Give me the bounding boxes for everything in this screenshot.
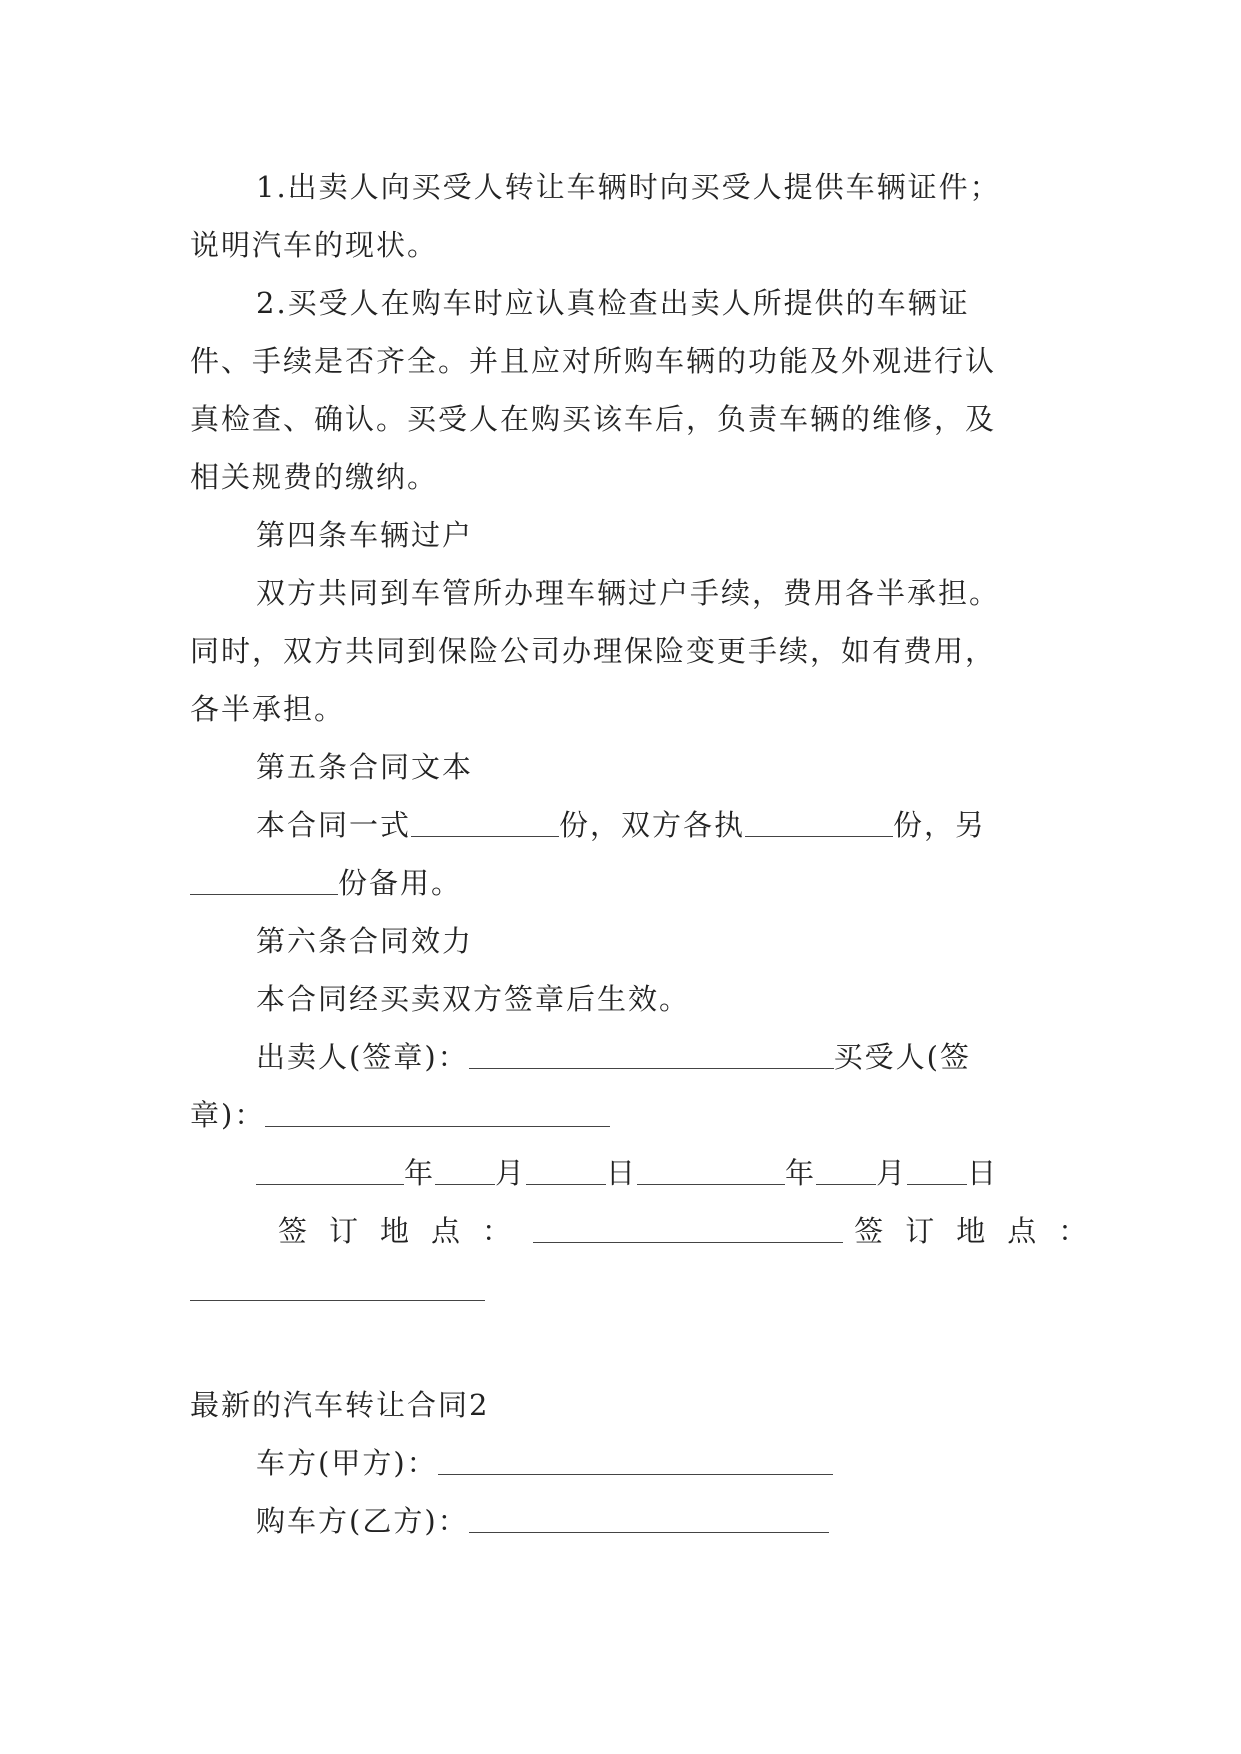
- seller-day-blank[interactable]: [526, 1150, 606, 1185]
- clause3-p2-line2: 件、手续是否齐全。并且应对所购车辆的功能及外观进行认: [190, 344, 997, 378]
- contract2-seller-line: [190, 1434, 1050, 1492]
- contract2-seller-blank[interactable]: [438, 1440, 833, 1475]
- day-label: 日: [606, 1156, 638, 1190]
- seller-signature-label: 出卖人(签章)：: [256, 1040, 469, 1074]
- seller-month-blank[interactable]: [435, 1150, 495, 1185]
- clause4-line2: 同时，双方共同到保险公司办理保险变更手续，如有费用，: [190, 634, 997, 668]
- year-label: 年: [404, 1156, 436, 1190]
- month-label: 月: [876, 1156, 908, 1190]
- buyer-place-blank[interactable]: [190, 1266, 485, 1301]
- clause6-heading: 第六条合同效力: [256, 924, 474, 958]
- copies-each-blank[interactable]: [745, 802, 893, 837]
- buyer-year-blank[interactable]: [637, 1150, 785, 1185]
- contract2-buyer-line: [190, 1492, 1050, 1550]
- seller-year-blank[interactable]: [256, 1150, 404, 1185]
- buyer-signature-line: [190, 1086, 1050, 1144]
- clause4-line1: 双方共同到车管所办理车辆过户手续，费用各半承担。: [256, 576, 1001, 610]
- buyer-day-blank[interactable]: [907, 1150, 967, 1185]
- seller-signature-blank[interactable]: [469, 1034, 834, 1069]
- buyer-signature-blank[interactable]: [265, 1092, 610, 1127]
- day-label: 日: [967, 1156, 999, 1190]
- month-label: 月: [495, 1156, 527, 1190]
- contract2-buyer-label: 购车方(乙方)：: [256, 1504, 469, 1538]
- copies-other-label: 份，另: [893, 808, 987, 842]
- contract2-buyer-blank[interactable]: [469, 1498, 829, 1533]
- seller-place-label: 签订地点：: [278, 1214, 534, 1248]
- buyer-place-label: 签订地点：: [854, 1214, 1110, 1248]
- clause6-text: 本合同经买卖双方签章后生效。: [256, 982, 691, 1016]
- signature-line: [190, 1028, 1050, 1086]
- copies-each-label: 份，双方各执: [559, 808, 746, 842]
- copies-backup-blank[interactable]: [190, 860, 338, 895]
- clause3-p2-line3: 真检查、确认。买受人在购买该车后，负责车辆的维修，及: [190, 402, 997, 436]
- clause5-heading: 第五条合同文本: [256, 750, 474, 784]
- contract2-seller-label: 车方(甲方)：: [256, 1446, 438, 1480]
- clause3-p1-line1: 1.出卖人向买受人转让车辆时向买受人提供车辆证件；: [256, 170, 1001, 204]
- place-line: [190, 1202, 1110, 1260]
- copies-total-blank[interactable]: [411, 802, 559, 837]
- clause3-p2-line4: 相关规费的缴纳。: [190, 460, 439, 494]
- spacer: [190, 1318, 1050, 1376]
- clause4-heading: 第四条车辆过户: [256, 518, 474, 552]
- clause3-p2-line1: 2.买受人在购车时应认真检查出卖人所提供的车辆证: [256, 286, 970, 320]
- clause3-p1-line2: 说明汽车的现状。: [190, 228, 439, 262]
- copies-backup-label: 份备用。: [338, 866, 463, 900]
- buyer-signature-label: 买受人(签: [833, 1040, 971, 1074]
- clause5-backup-line: [190, 854, 1050, 912]
- contract2-title: 最新的汽车转让合同2: [190, 1388, 490, 1422]
- copies-total-label: 本合同一式: [256, 808, 412, 842]
- buyer-month-blank[interactable]: [816, 1150, 876, 1185]
- place-line-cont: [190, 1260, 1050, 1318]
- seller-place-blank[interactable]: [533, 1208, 843, 1243]
- year-label: 年: [785, 1156, 817, 1190]
- clause5-copies-line: [190, 796, 1050, 854]
- buyer-signature-label-cont: 章)：: [190, 1098, 266, 1132]
- date-line: [190, 1144, 1050, 1202]
- clause4-line3: 各半承担。: [190, 692, 346, 726]
- document-page: [190, 158, 1110, 1550]
